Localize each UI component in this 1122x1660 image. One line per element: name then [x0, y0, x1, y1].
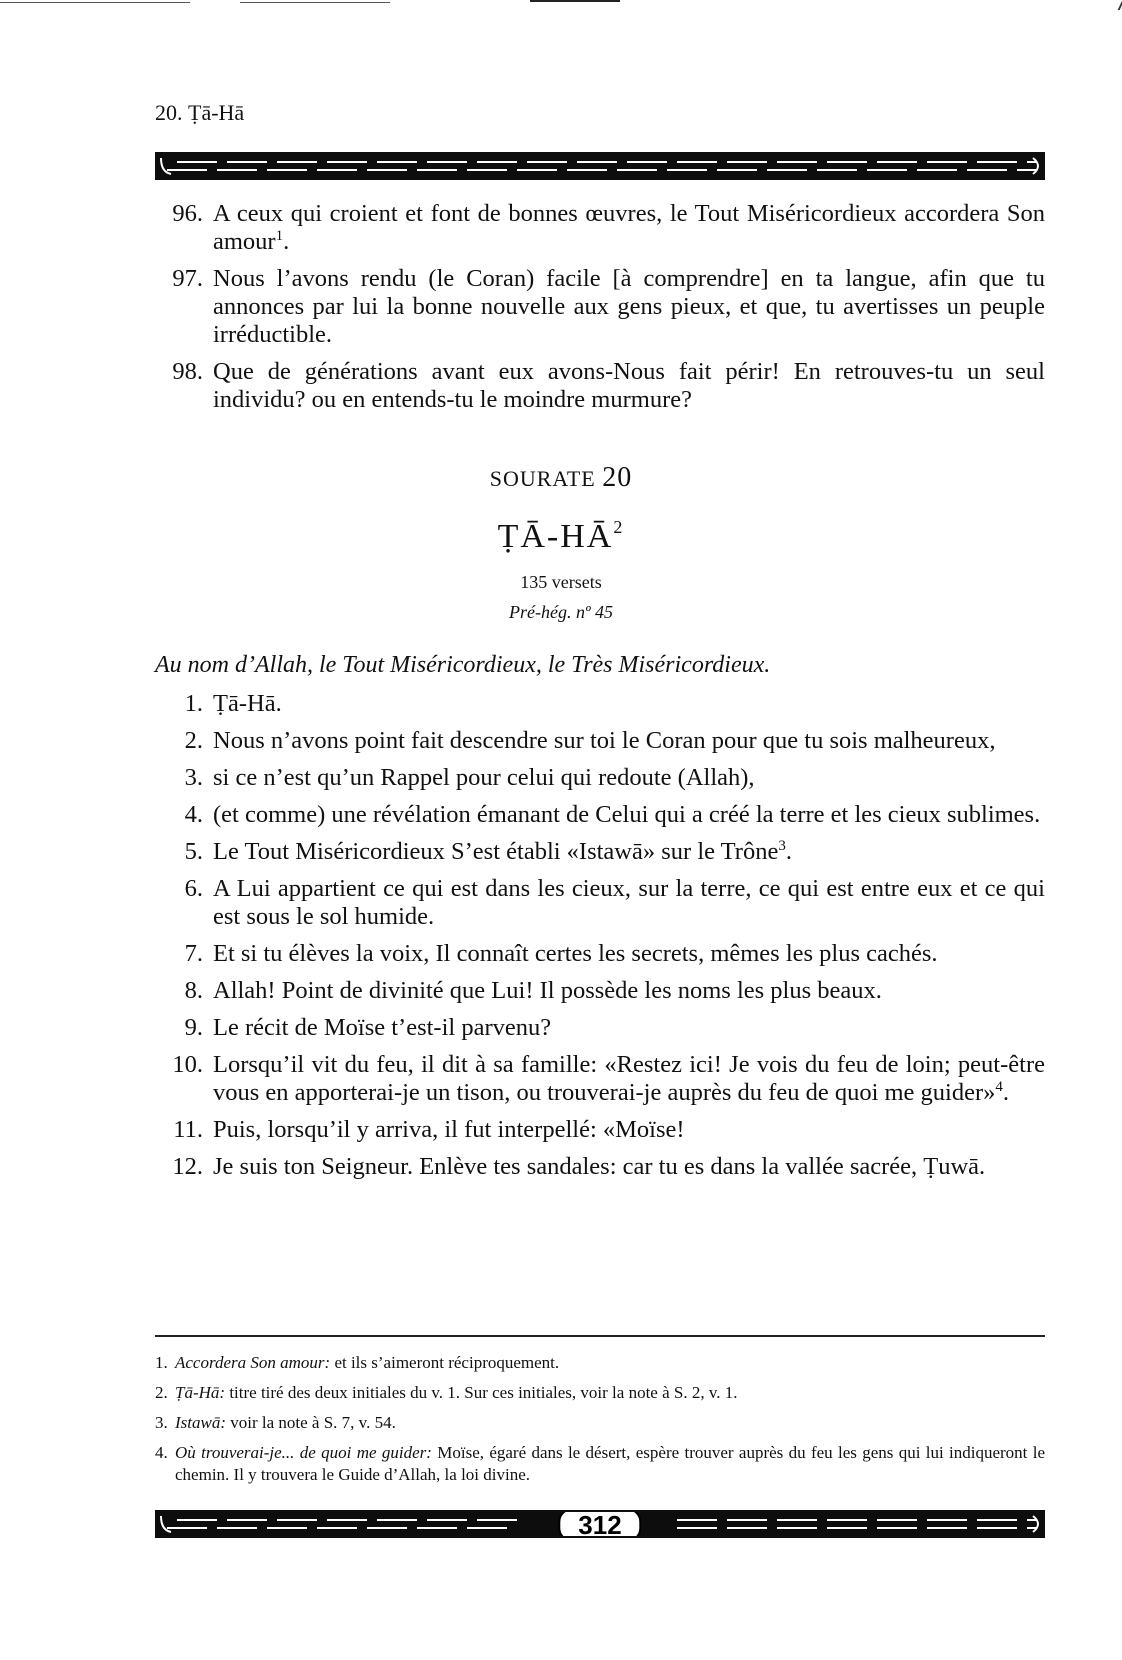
surah-label: SOURATE 20 — [489, 462, 633, 493]
verse-number: 98. — [172, 358, 203, 385]
verse-98 — [155, 358, 1045, 414]
verse-number: 96. — [172, 200, 203, 227]
verse-text: Je suis ton Seigneur. Enlève tes sandales: car tu es dans la vallée sacrée, Ṭuwā. — [213, 1153, 986, 1180]
footnote-lead: Où trouverai-je... de quoi me guider: — [175, 1443, 432, 1462]
verse-5 — [155, 838, 1045, 866]
verse-97 — [155, 265, 1045, 349]
revelation-order: Pré-hég. nº 45 — [508, 602, 614, 622]
page-number: 312 — [558, 1510, 641, 1538]
verse-12 — [155, 1153, 1045, 1181]
footnote-lead: Accordera Son amour: — [175, 1353, 331, 1372]
verse-text: Que de générations avant eux avons-Nous fait périr! En retrouves-tu un seul individu? ou en entends-tu le moindre murmure? — [213, 358, 1045, 413]
verse-text: Nous l’avons rendu (le Coran) facile [à comprendre] en ta langue, afin que tu annonces par lui la bonne nouvelle aux gens pieux, et que, tu avertisses un peuple irréductible. — [213, 265, 1045, 348]
footnote-number: 2. — [155, 1383, 168, 1402]
verse-number: 10. — [172, 1051, 203, 1078]
verse-number: 4. — [184, 801, 203, 828]
verse-count: 135 versets — [520, 572, 602, 592]
footnote-divider — [155, 1335, 1045, 1337]
verse-6 — [155, 875, 1045, 931]
scan-artifact-line — [0, 2, 190, 3]
footnote-ref: 4 — [995, 1079, 1003, 1095]
verse-8 — [155, 977, 1045, 1005]
verse-text: Le Tout Miséricordieux S’est établi «Istawā» sur le Trône$^3$. — [213, 838, 792, 865]
verse-7 — [155, 940, 1045, 968]
verse-number: 8. — [184, 977, 203, 1004]
verse-96 — [155, 200, 1045, 256]
verse-text: A ceux qui croient et font de bonnes œuvres, le Tout Miséricordieux accordera Son amour$^1$. — [213, 200, 1045, 255]
footnote-text: et ils s’aimeront réciproquement. — [334, 1353, 560, 1372]
verse-number: 2. — [184, 727, 203, 754]
scan-artifact-line — [240, 2, 390, 3]
verse-number: 9. — [184, 1014, 203, 1041]
verse-2 — [155, 727, 1045, 755]
verse-9 — [155, 1014, 1045, 1042]
verse-number: 1. — [184, 690, 203, 717]
footnote-3 — [155, 1412, 1045, 1434]
footnote-lead: Ṭā-Hā: — [175, 1383, 226, 1402]
footnote-1 — [155, 1352, 1045, 1374]
verse-number: 3. — [184, 764, 203, 791]
verse-11 — [155, 1116, 1045, 1144]
verse-10 — [155, 1051, 1045, 1107]
verse-number: 11. — [173, 1116, 203, 1143]
footnote-number: 4. — [155, 1443, 168, 1462]
verse-text: Lorsqu’il vit du feu, il dit à sa famille: «Restez ici! Je vois du feu de loin; peut-être vous en apporterai-je un tison, ou trouverai-je auprès du feu de quoi me guider»$^4$. — [213, 1051, 1045, 1106]
verse-text: Et si tu élèves la voix, Il connaît certes les secrets, mêmes les plus cachés. — [213, 940, 938, 967]
verse-text: Allah! Point de divinité que Lui! Il possède les noms les plus beaux. — [213, 977, 882, 1004]
verse-text: Le récit de Moïse t’est-il parvenu? — [213, 1014, 552, 1041]
footnote-number: 1. — [155, 1353, 168, 1372]
footnote-text: voir la note à S. 7, v. 54. — [230, 1413, 396, 1432]
footnote-text: Moïse, égaré dans le désert, espère trouver auprès du feu les gens qui lui indiqueront le chemin. Il y trouvera le Guide d’Allah, la loi divine. — [175, 1443, 1046, 1484]
bottom-ornament-band — [155, 1510, 1045, 1538]
verse-text: Ṭā-Hā. — [213, 690, 282, 717]
footnote-ref: 2 — [613, 517, 625, 537]
scan-corner-mark — [1110, 0, 1122, 10]
ornament-pattern-icon — [157, 154, 1045, 178]
surah-number: 20 — [602, 462, 633, 493]
verse-3 — [155, 764, 1045, 792]
verse-text: Puis, lorsqu’il y arriva, il fut interpellé: «Moïse! — [213, 1116, 685, 1143]
footnote-text: titre tiré des deux initiales du v. 1. Sur ces initiales, voir la note à S. 2, v. 1. — [229, 1383, 738, 1402]
verse-number: 97. — [172, 265, 203, 292]
verse-number: 7. — [184, 940, 203, 967]
verse-text: si ce n’est qu’un Rappel pour celui qui redoute (Allah), — [213, 764, 755, 791]
footnote-2 — [155, 1382, 1045, 1404]
footnote-ref: 3 — [778, 838, 786, 854]
verse-number: 6. — [184, 875, 203, 902]
footnote-ref: 1 — [275, 228, 284, 244]
footnote-lead: Istawā: — [175, 1413, 226, 1432]
verse-1 — [155, 690, 1045, 718]
verse-number: 12. — [172, 1153, 203, 1180]
verse-4 — [155, 801, 1045, 829]
verses-main — [155, 690, 1045, 1190]
verse-text: Nous n’avons point fait descendre sur toi le Coran pour que tu sois malheureux, — [213, 727, 996, 754]
scan-artifact-line — [530, 0, 620, 2]
verse-text: A Lui appartient ce qui est dans les cieux, sur la terre, ce qui est entre eux et ce qui est sous le sol humide. — [213, 875, 1045, 930]
verses-top — [155, 200, 1045, 423]
top-ornament-band — [155, 152, 1045, 180]
footnote-number: 3. — [155, 1413, 168, 1432]
surah-title: $ṬĀ-HĀ^2$ — [497, 517, 625, 555]
basmala: Au nom d’Allah, le Tout Miséricordieux, le Très Miséricordieux. — [155, 652, 771, 678]
verse-text: (et comme) une révélation émanant de Celui qui a créé la terre et les cieux sublimes. — [213, 801, 1041, 828]
verse-number: 5. — [184, 838, 203, 865]
footnote-4 — [155, 1442, 1045, 1486]
footnotes — [155, 1352, 1045, 1494]
running-head: 20. Ṭā-Hā — [155, 100, 245, 125]
